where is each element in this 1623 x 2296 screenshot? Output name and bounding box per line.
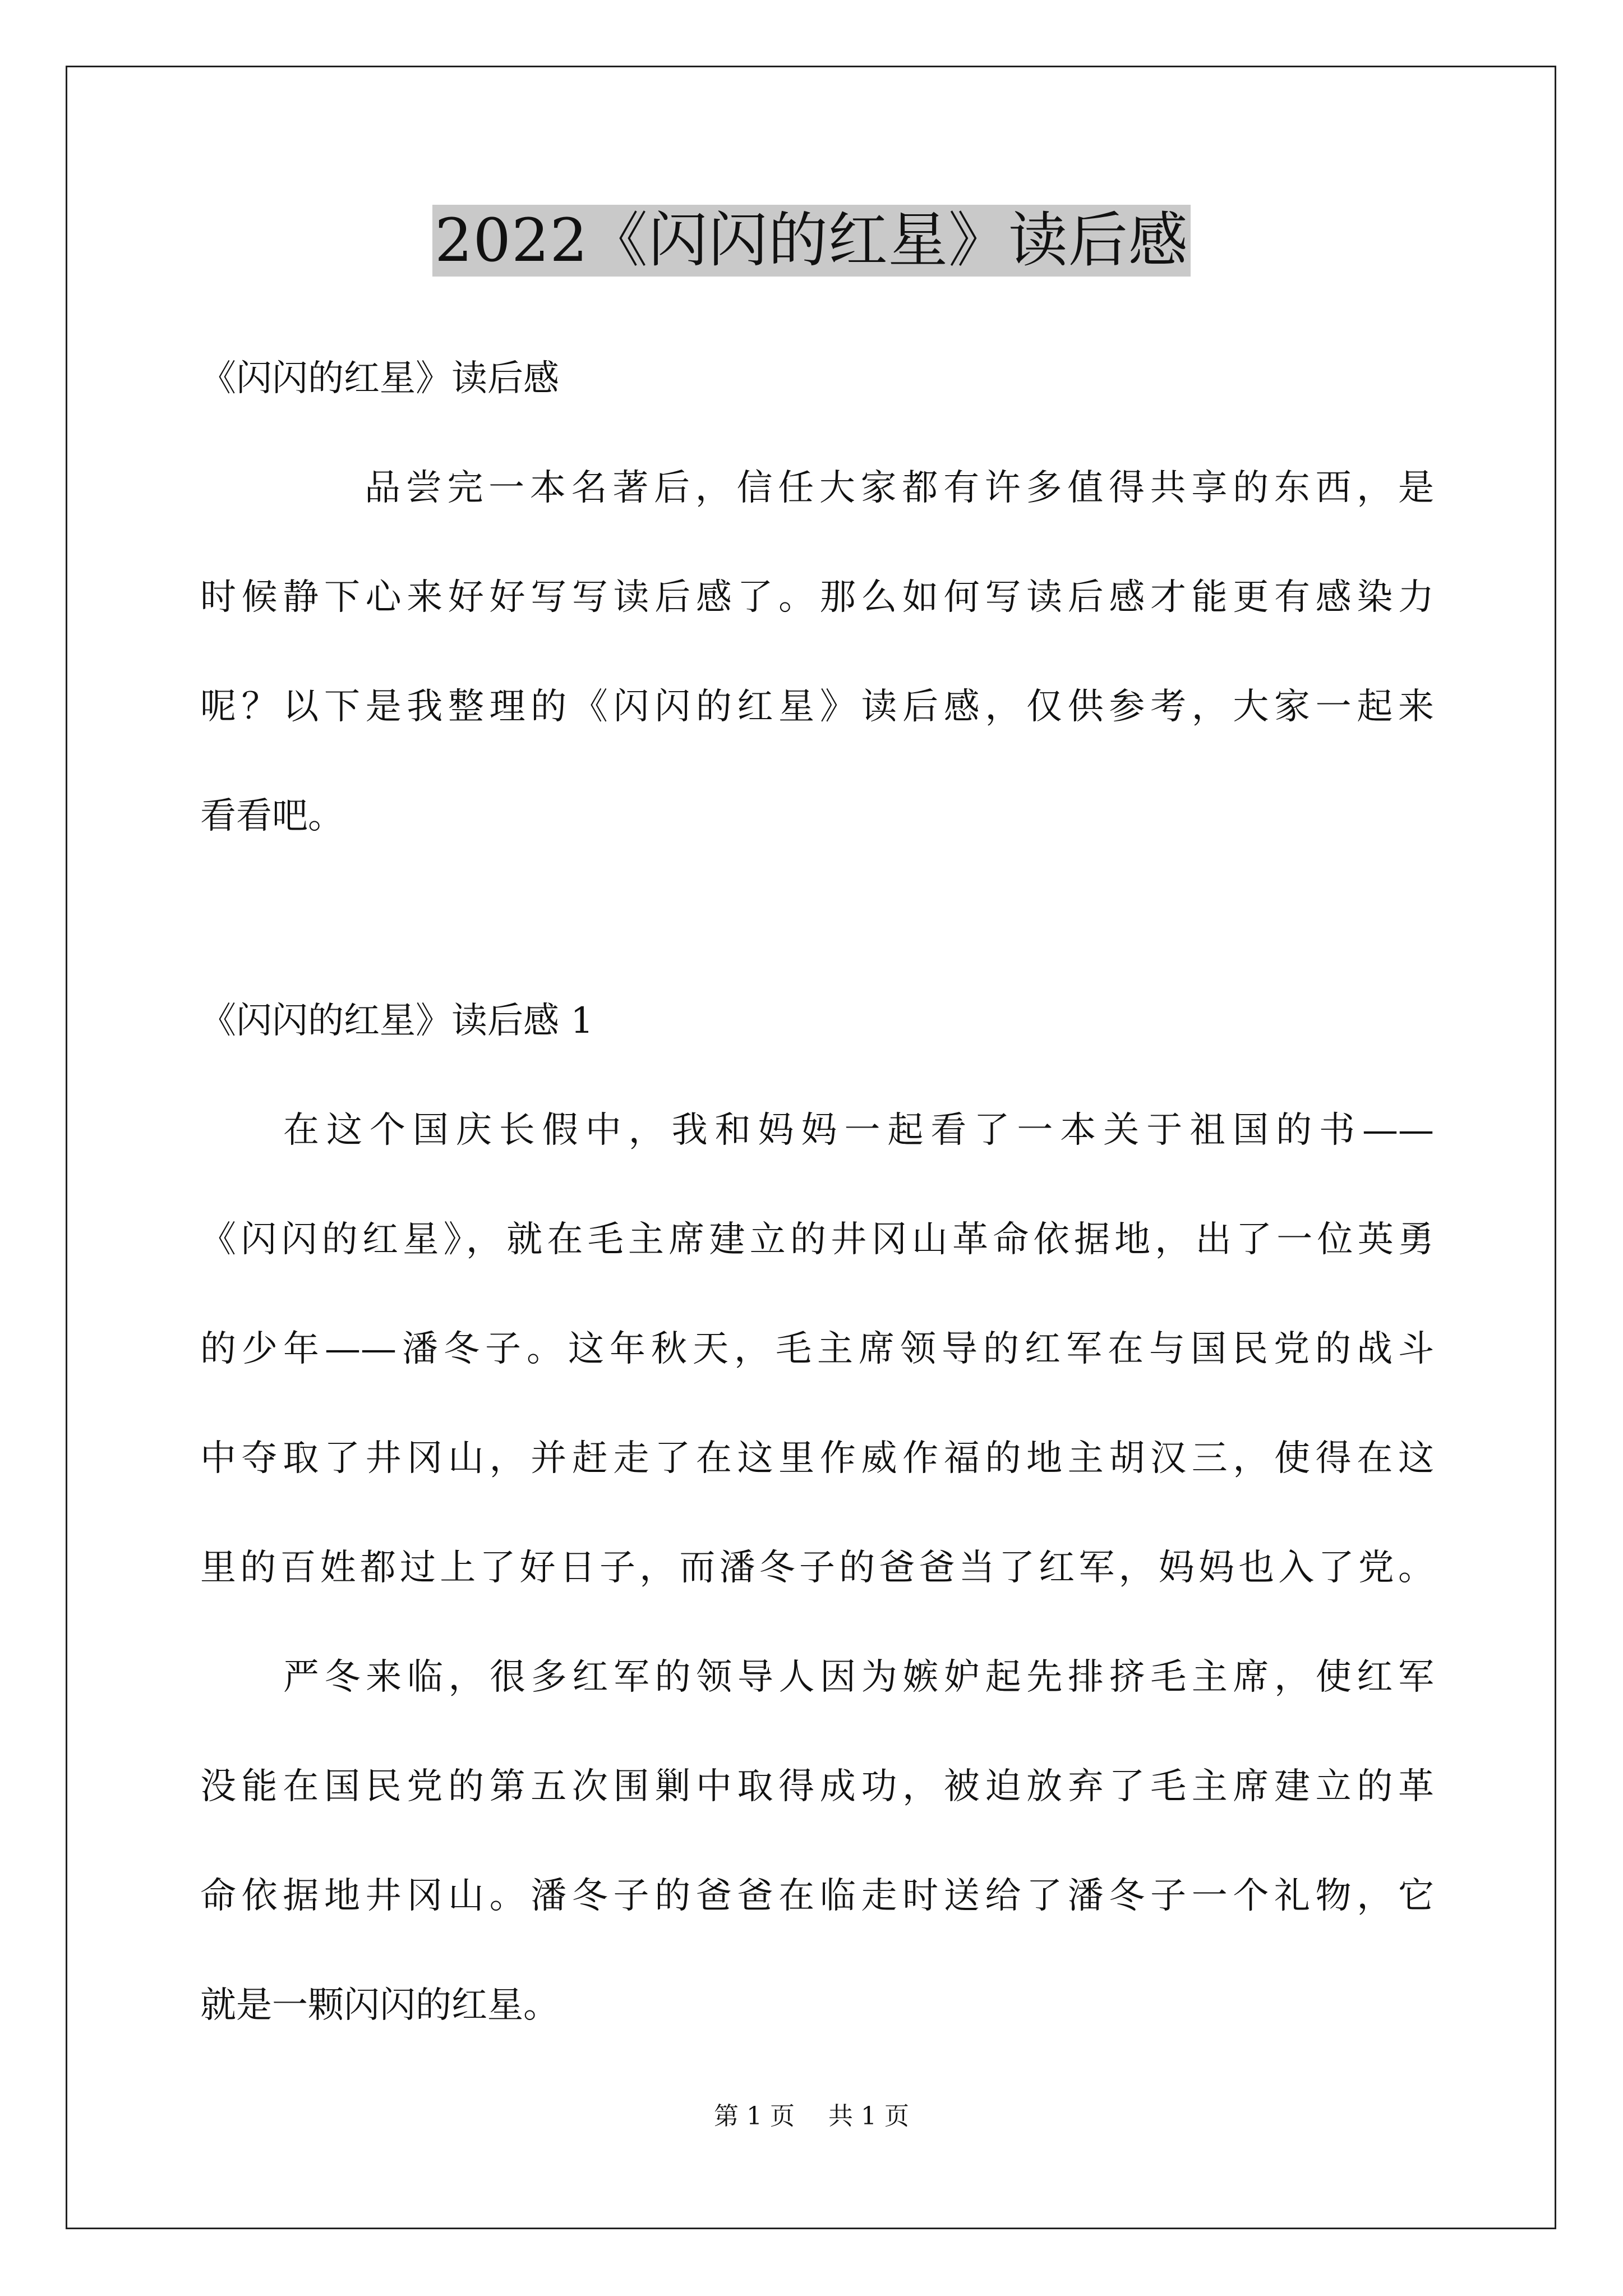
para2-line-3: 命依据地井冈山。潘冬子的爸爸在临走时送给了潘冬子一个礼物，它 (200, 1875, 1434, 1917)
subtitle: 《闪闪的红星》读后感 (200, 358, 559, 399)
para2-line-4: 就是一颗闪闪的红星。 (200, 1985, 559, 2026)
para1-line-2: 《闪闪的红星》，就在毛主席建立的井冈山革命依据地，出了一位英勇 (200, 1219, 1434, 1260)
intro-line-3: 呢？以下是我整理的《闪闪的红星》读后感，仅供参考，大家一起来 (200, 686, 1434, 728)
para1-line-5: 里的百姓都过上了好日子，而潘冬子的爸爸当了红军，妈妈也入了党。 (200, 1547, 1434, 1589)
page-total: 共 1 页 (828, 2102, 909, 2131)
para2-line-2: 没能在国民党的第五次围剿中取得成功，被迫放弃了毛主席建立的革 (200, 1766, 1434, 1807)
intro-line-2: 时候静下心来好好写写读后感了。那么如何写读后感才能更有感染力 (200, 577, 1434, 618)
para1-line-1: 在这个国庆长假中，我和妈妈一起看了一本关于祖国的书—— (283, 1110, 1434, 1151)
title-container (0, 205, 1623, 277)
section-heading: 《闪闪的红星》读后感 1 (200, 1000, 594, 1042)
para1-line-4: 中夺取了井冈山，并赶走了在这里作威作福的地主胡汉三，使得在这 (200, 1438, 1434, 1479)
document-title: 2022《闪闪的红星》读后感 (432, 205, 1191, 277)
para2-line-1: 严冬来临，很多红军的领导人因为嫉妒起先排挤毛主席，使红军 (283, 1657, 1434, 1698)
intro-line-1: 品尝完一本名著后，信任大家都有许多值得共享的东西，是 (365, 467, 1434, 509)
intro-line-4: 看看吧。 (200, 795, 344, 837)
page-number: 第 1 页 (714, 2102, 795, 2131)
para1-line-3: 的少年——潘冬子。这年秋天，毛主席领导的红军在与国民党的战斗 (200, 1328, 1434, 1370)
page-footer (0, 2101, 1623, 2132)
